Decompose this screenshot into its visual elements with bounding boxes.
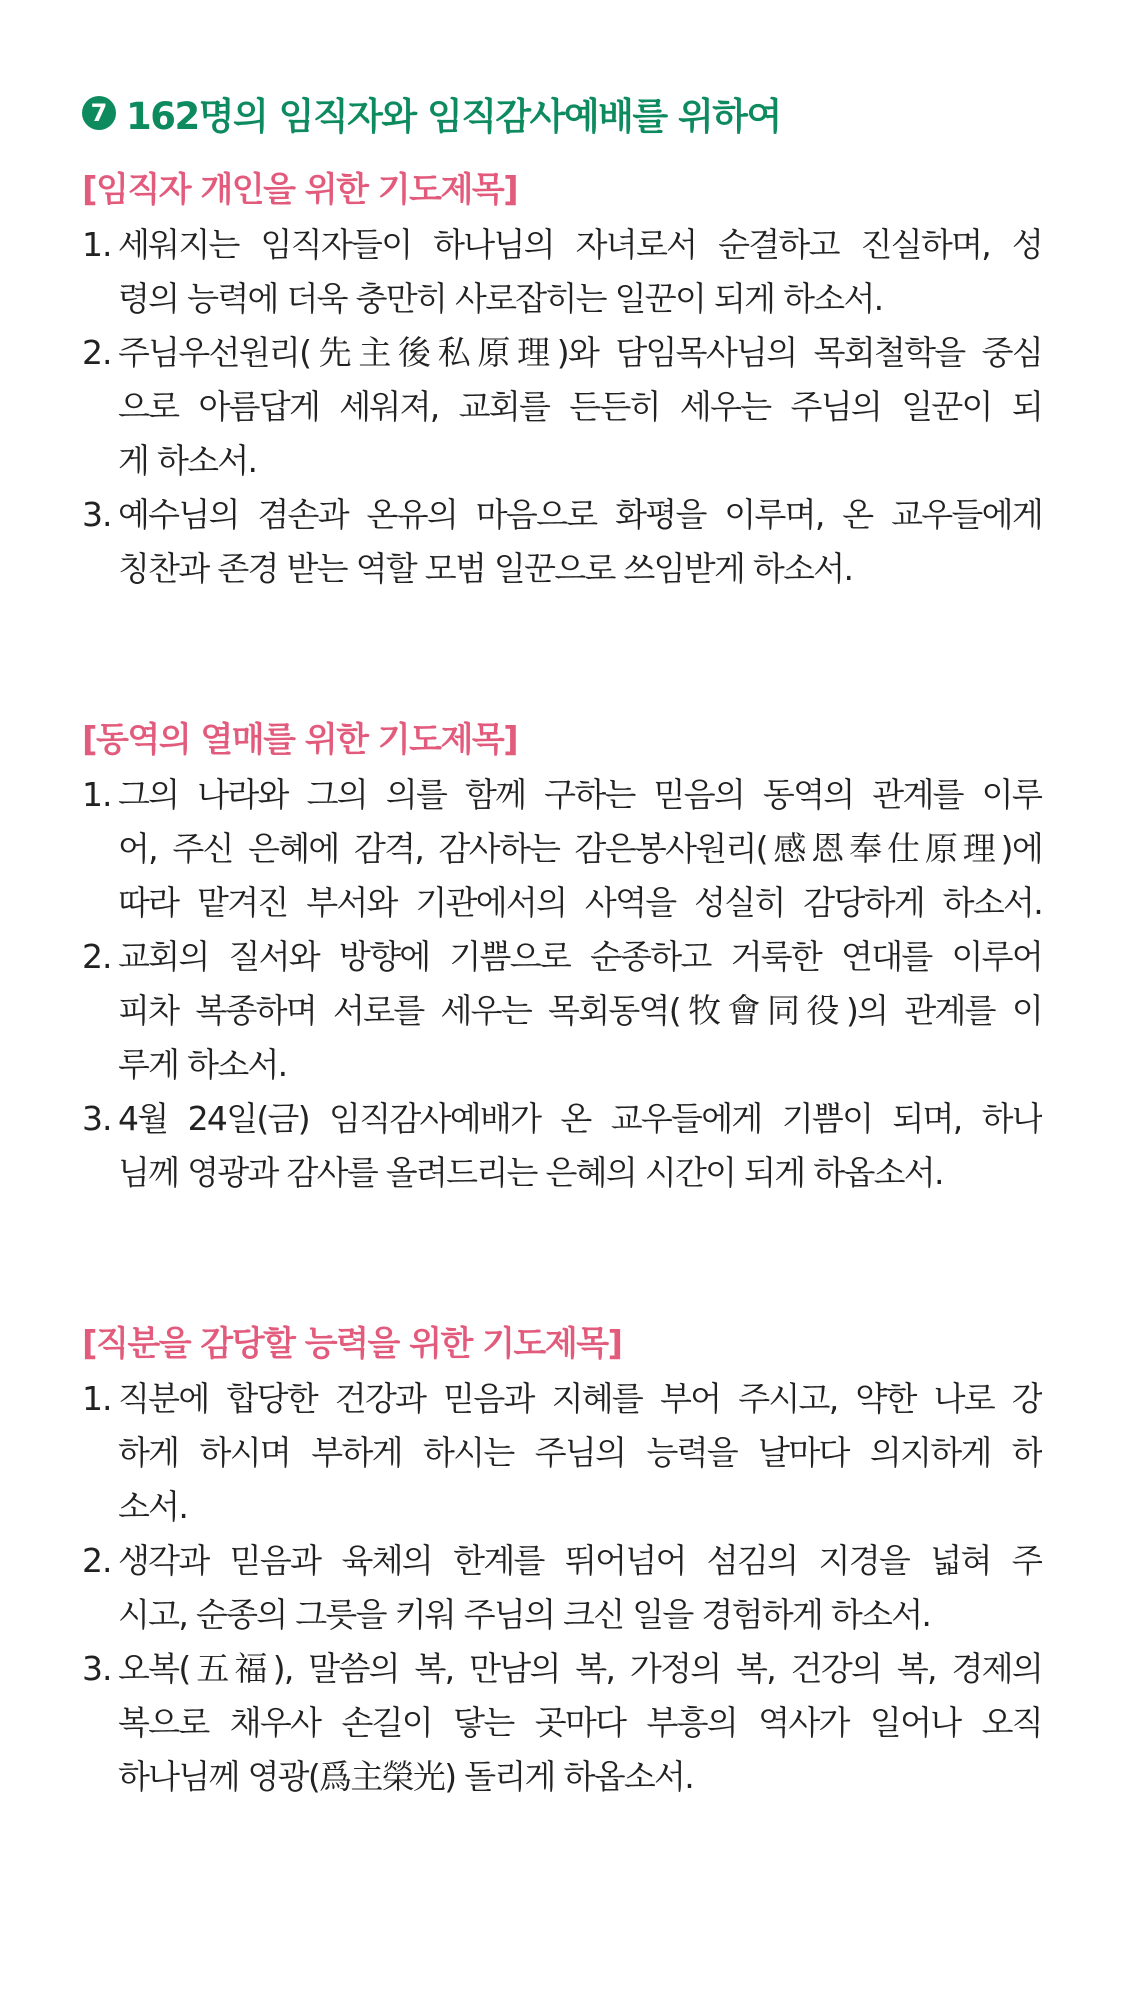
prayer-item bbox=[82, 768, 1042, 930]
item-number: 1. bbox=[82, 1379, 112, 1418]
prayer-item bbox=[82, 1534, 1042, 1642]
item-line: 칭찬과 존경 받는 역할 모범 일꾼으로 쓰임받게 하소서. bbox=[118, 549, 853, 588]
item-number: 3. bbox=[82, 495, 112, 534]
prayer-item bbox=[82, 1372, 1042, 1534]
prayer-list-ability bbox=[82, 1372, 1042, 1804]
prayer-item bbox=[82, 326, 1042, 488]
item-number: 1. bbox=[82, 775, 112, 814]
item-number: 3. bbox=[82, 1649, 112, 1688]
item-line: 하나님께 영광(爲主榮光) 돌리게 하옵소서. bbox=[118, 1757, 694, 1796]
item-line: 세워지는 임직자들이 하나님의 자녀로서 순결하고 진실하며, 성 bbox=[118, 225, 1042, 264]
item-line: 복으로 채우사 손길이 닿는 곳마다 부흥의 역사가 일어나 오직 bbox=[118, 1703, 1042, 1742]
item-line: 게 하소서. bbox=[118, 441, 257, 480]
item-line: 오복(五福), 말씀의 복, 만남의 복, 가정의 복, 건강의 복, 경제의 bbox=[118, 1649, 1042, 1688]
item-number: 2. bbox=[82, 333, 112, 372]
item-line: 생각과 믿음과 육체의 한계를 뛰어넘어 섬김의 지경을 넓혀 주 bbox=[118, 1541, 1042, 1580]
item-number: 1. bbox=[82, 225, 112, 264]
prayer-item bbox=[82, 1642, 1042, 1804]
prayer-item bbox=[82, 488, 1042, 596]
item-line: 하게 하시며 부하게 하시는 주님의 능력을 날마다 의지하게 하 bbox=[118, 1433, 1042, 1472]
item-line: 어, 주신 은혜에 감격, 감사하는 감은봉사원리(感恩奉仕原理)에 bbox=[118, 829, 1042, 868]
item-line: 교회의 질서와 방향에 기쁨으로 순종하고 거룩한 연대를 이루어 bbox=[118, 937, 1042, 976]
item-number: 2. bbox=[82, 937, 112, 976]
prayer-list-partnership bbox=[82, 768, 1042, 1200]
main-title bbox=[82, 86, 781, 140]
prayer-list-personal bbox=[82, 218, 1042, 596]
item-line: 따라 맡겨진 부서와 기관에서의 사역을 성실히 감당하게 하소서. bbox=[118, 883, 1042, 922]
item-line: 령의 능력에 더욱 충만히 사로잡히는 일꾼이 되게 하소서. bbox=[118, 279, 883, 318]
section-heading-ability: [직분을 감당할 능력을 위한 기도제목] bbox=[82, 1324, 622, 1364]
item-line: 그의 나라와 그의 의를 함께 구하는 믿음의 동역의 관계를 이루 bbox=[118, 775, 1042, 814]
main-title-text: 162명의 임직자와 임직감사예배를 위하여 bbox=[126, 95, 781, 138]
section-heading-partnership: [동역의 열매를 위한 기도제목] bbox=[82, 720, 518, 760]
item-line: 님께 영광과 감사를 올려드리는 은혜의 시간이 되게 하옵소서. bbox=[118, 1153, 943, 1192]
number-badge: 7 bbox=[82, 96, 116, 130]
item-number: 3. bbox=[82, 1099, 112, 1138]
item-line: 주님우선원리(先主後私原理)와 담임목사님의 목회철학을 중심 bbox=[118, 333, 1042, 372]
item-line: 소서. bbox=[118, 1487, 188, 1526]
prayer-item bbox=[82, 1092, 1042, 1200]
item-number: 2. bbox=[82, 1541, 112, 1580]
prayer-item bbox=[82, 218, 1042, 326]
item-line: 시고, 순종의 그릇을 키워 주님의 크신 일을 경험하게 하소서. bbox=[118, 1595, 931, 1634]
section-heading-personal: [임직자 개인을 위한 기도제목] bbox=[82, 170, 518, 210]
prayer-item bbox=[82, 930, 1042, 1092]
item-line: 4월 24일(금) 임직감사예배가 온 교우들에게 기쁨이 되며, 하나 bbox=[118, 1099, 1042, 1138]
item-line: 직분에 합당한 건강과 믿음과 지혜를 부어 주시고, 약한 나로 강 bbox=[118, 1379, 1042, 1418]
item-line: 예수님의 겸손과 온유의 마음으로 화평을 이루며, 온 교우들에게 bbox=[118, 495, 1042, 534]
item-line: 루게 하소서. bbox=[118, 1045, 287, 1084]
item-line: 피차 복종하며 서로를 세우는 목회동역(牧會同役)의 관계를 이 bbox=[118, 991, 1042, 1030]
item-line: 으로 아름답게 세워져, 교회를 든든히 세우는 주님의 일꾼이 되 bbox=[118, 387, 1042, 426]
